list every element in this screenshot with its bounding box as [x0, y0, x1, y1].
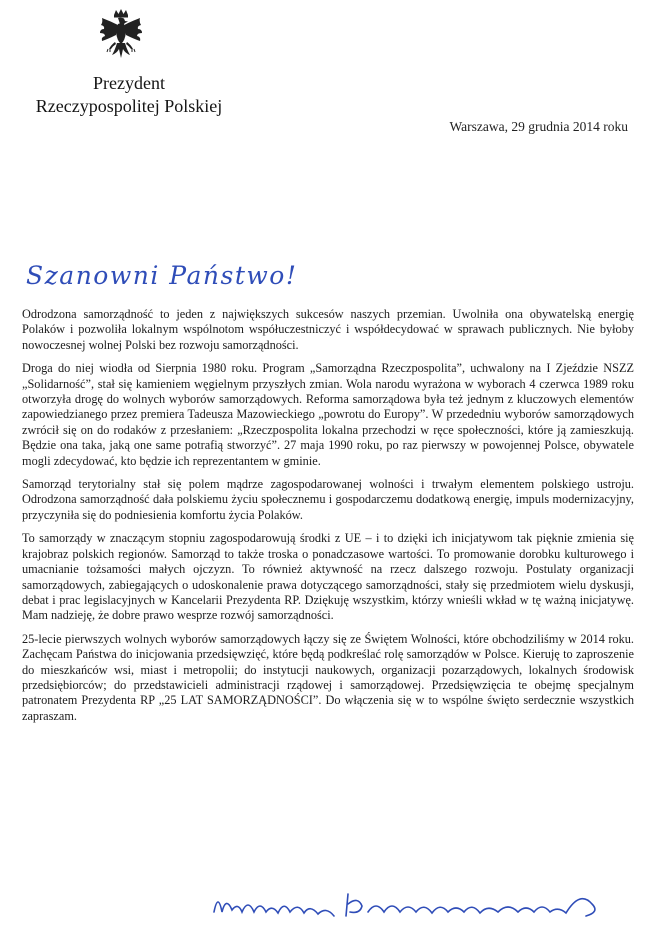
- letter-date: Warszawa, 29 grudnia 2014 roku: [449, 119, 628, 134]
- office-title: [24, 72, 234, 118]
- letter-body: [22, 307, 634, 732]
- office-title-line-2: Rzeczypospolitej Polskiej: [35, 96, 223, 116]
- office-title-line-1: Prezydent: [93, 73, 165, 93]
- polish-eagle-icon: [98, 8, 144, 66]
- handwritten-salutation: [22, 252, 352, 296]
- paragraph-5: 25-lecie pierwszych wolnych wyborów samorządowych łączy się ze Świętem Wolności, które obchodziliśmy w 2014 roku. Zachęcam Państwa do inicjowania przedsięwzięć, które będą podkreślać rolę samorządów w Polsce. Kieruję to zaproszenie do mieszkańców wsi, miast i metropolii; do instytucji naukowych, organizacji pozarządowych, lokalnych środowisk przedsiębiorców; do przedstawicieli administracji rządowej i samorządowej. Przedsięwzięcia te obejmę specjalnym patronatem Prezydenta RP „25 LAT SAMORZĄDNOŚCI”. Do włączenia się w to wspólne święto serdecznie wszystkich zapraszam.: [22, 631, 634, 723]
- paragraph-4: To samorządy w znaczącym stopniu zagospodarowują środki z UE – i to dzięki ich inicjatywom tak pięknie zmienia się krajobraz polskich regionów. Samorząd to także troska o ponadczasowe wartości. To promowanie dorobku kulturowego i umacnianie tożsamości małych ojczyzn. To również aktywność na rzecz dalszego rozwoju. Postulaty organizacji samorządowych, zabiegających o udoskonalenie prawa dotyczącego samorządności, stały się przedmiotem wielu dyskusji, debat i prac legislacyjnych w Kancelarii Prezydenta RP. Dziękuję wszystkim, którzy wnieśli wkład w tę ważną inicjatywę. Mam nadzieję, że dobre prawo wesprze rozwój samorządności.: [22, 531, 634, 623]
- handwritten-signature: [208, 882, 608, 928]
- paragraph-3: Samorząd terytorialny stał się polem mądrze zagospodarowanej wolności i trwałym elementem polskiego ustroju. Odrodzona samorządność dała polskiemu życiu społecznemu i gospodarczemu dodatkową energię, impuls modernizacyjny, przyczyniła się do podniesienia komfortu życia Polaków.: [22, 477, 634, 522]
- paragraph-2: Droga do niej wiodła od Sierpnia 1980 roku. Program „Samorządna Rzeczpospolita”, uchwalony na I Zjeździe NSZZ „Solidarność”, stał się kamieniem węgielnym przyszłych zmian. Wola narodu wyrażona w wyborach 4 czerwca 1989 roku otworzyła drogę do wolnych wyborów samorządowych. Reforma samorządowa była też jednym z kluczowych elementów zapowiedzianego przez premiera Tadeusza Mazowieckiego „powrotu do Europy”. W przededniu wyborów samorządowych zwrócił się on do rodaków z przesłaniem: „Rzeczpospolita lokalna przechodzi w ręce społeczności, które ją zamieszkują. Będzie ona taka, jaką one same potrafią stworzyć”. 27 maja 1990 roku, po raz pierwszy w powojennej Polsce, obywatele mogli zdecydować, kto będzie ich reprezentantem w gminie.: [22, 361, 634, 468]
- paragraph-1: Odrodzona samorządność to jeden z największych sukcesów naszych przemian. Uwolniła ona obywatelską energię Polaków i pozwoliła lokalnym wspólnotom współuczestniczyć i współdecydować w sprawach publicznych. Nie byłoby nowoczesnej wolnej Polski bez rozwoju samorządności.: [22, 307, 634, 352]
- salutation-text: Szanowni Państwo!: [26, 261, 298, 290]
